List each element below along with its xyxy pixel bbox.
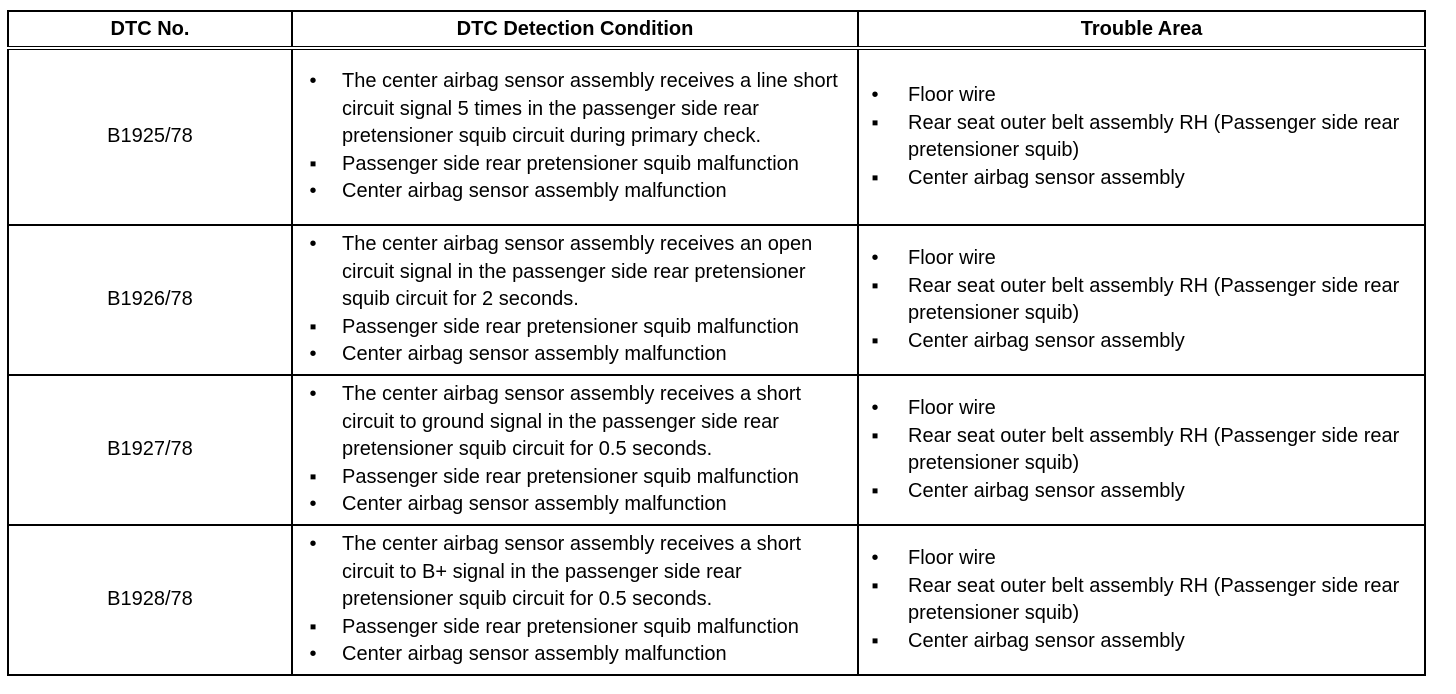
list-item (859, 165, 1420, 193)
list-item (859, 423, 1420, 478)
list-item (293, 178, 853, 206)
condition-text: Center airbag sensor assembly malfunction (342, 643, 727, 666)
condition-text: Passenger side rear pretensioner squib malfunction (342, 152, 799, 175)
condition-text: The center airbag sensor assembly receives a short circuit to B+ signal in the passenger side rear pretensioner squib circuit for 0.5 seconds. (342, 533, 802, 611)
trouble-area-text: Center airbag sensor assembly (908, 166, 1185, 189)
condition-text: Center airbag sensor assembly malfunction (342, 180, 727, 203)
trouble-area-list (859, 395, 1424, 505)
list-item (859, 573, 1420, 628)
bullet-icon: • (309, 180, 317, 203)
bullet-icon: • (309, 493, 317, 516)
trouble-area-cell (858, 48, 1425, 225)
trouble-area-cell (858, 225, 1425, 375)
trouble-area-text: Floor wire (908, 84, 996, 106)
list-item (859, 328, 1420, 356)
list-item (293, 151, 853, 179)
condition-text: Passenger side rear pretensioner squib malfunction (342, 465, 799, 488)
list-item (859, 110, 1420, 165)
list-item (293, 314, 853, 342)
list-item (293, 464, 853, 492)
bullet-icon: • (309, 383, 317, 406)
list-item (293, 231, 853, 314)
bullet-icon: ▪ (309, 152, 317, 175)
list-item (859, 82, 1420, 110)
bullet-icon: ▪ (871, 574, 879, 597)
header-trouble-area: Trouble Area (858, 11, 1425, 48)
dtc-code-cell: B1927/78 (8, 375, 292, 525)
bullet-icon: • (871, 84, 879, 106)
bullet-icon: • (309, 343, 317, 366)
detection-condition-cell (292, 525, 858, 675)
header-row (8, 11, 1425, 48)
bullet-icon: • (871, 397, 879, 419)
trouble-area-text: Center airbag sensor assembly (908, 629, 1185, 652)
list-item (293, 531, 853, 614)
bullet-icon: ▪ (871, 424, 879, 447)
bullet-icon: • (871, 247, 879, 269)
bullet-icon: ▪ (871, 274, 879, 297)
condition-text: The center airbag sensor assembly receives a short circuit to ground signal in the passenger side rear pretensioner squib circuit for 0.5 seconds. (342, 383, 802, 461)
trouble-area-text: Rear seat outer belt assembly RH (Passenger side rear pretensioner squib) (908, 424, 1400, 474)
bullet-icon: • (871, 547, 879, 569)
list-item (293, 614, 853, 642)
condition-text: Passenger side rear pretensioner squib malfunction (342, 615, 799, 638)
condition-list (293, 381, 857, 519)
bullet-icon: ▪ (871, 329, 879, 352)
condition-text: Center airbag sensor assembly malfunction (342, 343, 727, 366)
list-item (859, 478, 1420, 506)
trouble-area-text: Rear seat outer belt assembly RH (Passenger side rear pretensioner squib) (908, 574, 1400, 624)
list-item (859, 395, 1420, 423)
condition-text: Center airbag sensor assembly malfunction (342, 493, 727, 516)
bullet-icon: ▪ (871, 629, 879, 652)
trouble-area-list (859, 245, 1424, 355)
trouble-area-text: Rear seat outer belt assembly RH (Passenger side rear pretensioner squib) (908, 111, 1400, 161)
condition-text: The center airbag sensor assembly receives a line short circuit signal 5 times in the passenger side rear pretensioner squib circuit during primary check. (342, 70, 838, 148)
list-item (859, 245, 1420, 273)
header-detection-condition: DTC Detection Condition (292, 11, 858, 48)
dtc-table (7, 10, 1426, 676)
bullet-icon: • (309, 233, 317, 256)
trouble-area-text: Floor wire (908, 247, 996, 269)
trouble-area-list (859, 82, 1424, 192)
header-dtc-no: DTC No. (8, 11, 292, 48)
trouble-area-text: Floor wire (908, 397, 996, 419)
bullet-icon: • (309, 643, 317, 666)
detection-condition-cell (292, 375, 858, 525)
condition-text: Passenger side rear pretensioner squib malfunction (342, 315, 799, 338)
trouble-area-text: Center airbag sensor assembly (908, 479, 1185, 502)
dtc-code-cell: B1928/78 (8, 525, 292, 675)
list-item (859, 628, 1420, 656)
condition-list (293, 231, 857, 369)
trouble-area-text: Rear seat outer belt assembly RH (Passenger side rear pretensioner squib) (908, 274, 1400, 324)
trouble-area-text: Center airbag sensor assembly (908, 329, 1185, 352)
list-item (859, 273, 1420, 328)
table-row (8, 525, 1425, 675)
list-item (293, 68, 853, 151)
list-item (293, 381, 853, 464)
list-item (859, 545, 1420, 573)
table-row (8, 375, 1425, 525)
list-item (293, 491, 853, 519)
condition-text: The center airbag sensor assembly receives an open circuit signal in the passenger side rear pretensioner squib circuit for 2 seconds. (342, 233, 813, 311)
list-item (293, 641, 853, 669)
condition-list (293, 531, 857, 669)
bullet-icon: ▪ (309, 315, 317, 338)
bullet-icon: • (309, 70, 317, 93)
list-item (293, 341, 853, 369)
dtc-code-cell: B1925/78 (8, 48, 292, 225)
trouble-area-list (859, 545, 1424, 655)
bullet-icon: • (309, 533, 317, 556)
detection-condition-cell (292, 48, 858, 225)
trouble-area-text: Floor wire (908, 547, 996, 569)
table-row (8, 225, 1425, 375)
detection-condition-cell (292, 225, 858, 375)
bullet-icon: ▪ (309, 615, 317, 638)
table-row (8, 48, 1425, 225)
bullet-icon: ▪ (871, 479, 879, 502)
trouble-area-cell (858, 375, 1425, 525)
bullet-icon: ▪ (871, 111, 879, 134)
condition-list (293, 68, 857, 206)
bullet-icon: ▪ (309, 465, 317, 488)
dtc-code-cell: B1926/78 (8, 225, 292, 375)
bullet-icon: ▪ (871, 166, 879, 189)
trouble-area-cell (858, 525, 1425, 675)
